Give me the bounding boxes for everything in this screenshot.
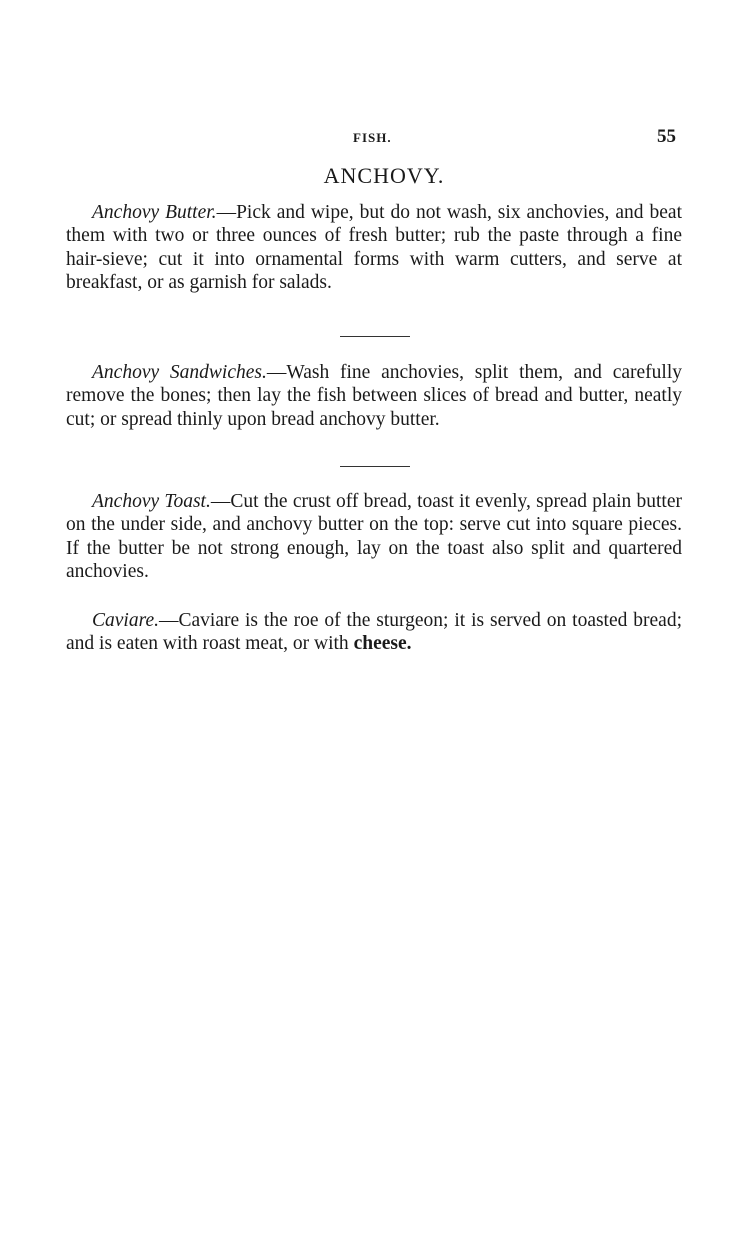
entry-title: Caviare. [92, 610, 159, 631]
section-heading: ANCHOVY. [323, 163, 445, 188]
running-title: FISH. [353, 130, 392, 145]
entry-anchovy-toast [66, 490, 682, 583]
entry-text: —Cut the crust off bread, toast it evenly, spread plain butter on the under side, and anchovy butter on the top: serve cut into square pieces. If the butter be not strong enough, lay on the toast also split and quartered anchovies. [66, 491, 682, 582]
entry-anchovy-butter [66, 201, 682, 294]
entry-title: Anchovy Sandwiches. [92, 362, 267, 383]
section-divider [340, 466, 410, 467]
entry-text: —Caviare is the roe of the sturgeon; it is served on toasted bread; and is eaten with roast meat, or with [66, 610, 682, 655]
page-number: 55 [657, 126, 676, 147]
entry-title: Anchovy Toast. [92, 491, 211, 512]
entry-anchovy-sandwiches [66, 361, 682, 431]
entry-text: —Wash fine anchovies, split them, and carefully remove the bones; then lay the fish between slices of bread and butter, neatly cut; or spread thinly upon bread anchovy butter. [66, 362, 683, 430]
section-divider [340, 336, 410, 337]
entry-text-end: cheese. [353, 633, 412, 655]
entry-text: —Pick and wipe, but do not wash, six anchovies, and beat them with two or three ounces of fresh butter; rub the paste through a fine hair-sieve; cut it into ornamental forms with warm cutters, and serve at breakfast, or as garnish for salads. [66, 202, 682, 293]
entry-title: Anchovy Butter. [92, 202, 217, 223]
entry-caviare [66, 609, 682, 656]
running-head [0, 126, 750, 150]
